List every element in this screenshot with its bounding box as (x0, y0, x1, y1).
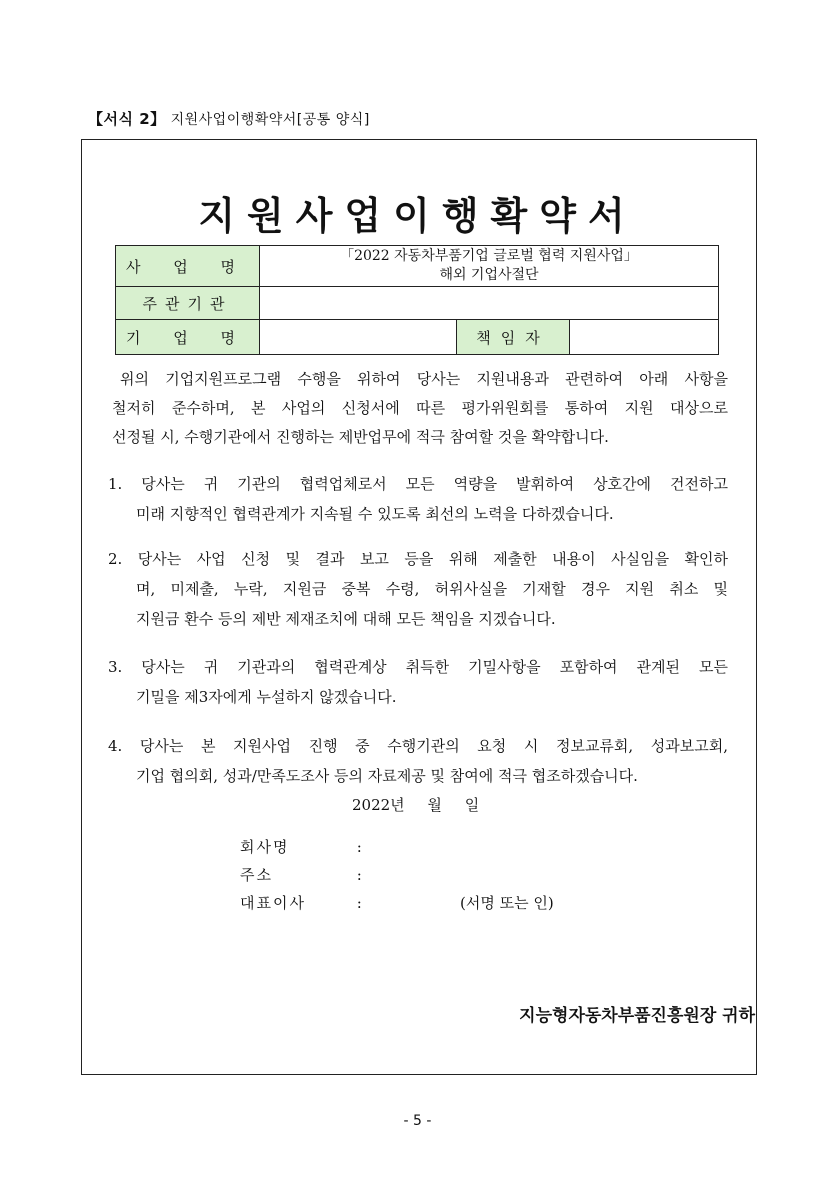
item-line: 4. 당사는 본 지원사업 진행 중 수행기관의 요청 시 정보교류회, 성과보고회, (108, 737, 728, 755)
intro-paragraph (112, 365, 728, 452)
stamp-note: (서명 또는 인) (460, 894, 554, 912)
info-table (115, 245, 719, 355)
form-number: 【서식 2】 (88, 110, 166, 128)
recipient: 지능형자동차부품진흥원장 귀하 (519, 1006, 755, 1026)
company-value[interactable] (260, 320, 457, 355)
signature-address (240, 864, 362, 885)
project-value (260, 246, 719, 287)
item-line: 지원금 환수 등의 제반 제재조치에 대해 모든 책임을 지겠습니다. (136, 610, 556, 628)
colon: : (356, 838, 362, 856)
date-line: 2022년 월 일 (352, 796, 480, 814)
page-title: 지원사업이행확약서 (198, 194, 637, 238)
company-name-label: 회사명 (240, 838, 290, 856)
address-label: 주소 (240, 866, 273, 884)
company-label: 기 업 명 (116, 320, 260, 355)
item-line: 미래 지향적인 협력관계가 지속될 수 있도록 최선의 노력을 다하겠습니다. (136, 505, 614, 523)
intro-line: 위의 기업지원프로그램 수행을 위하여 당사는 지원내용과 관련하여 아래 사항을 (120, 370, 728, 388)
commitment-item-1 (108, 469, 728, 529)
intro-line: 철저히 준수하며, 본 사업의 신청서에 따른 평가위원회를 통하여 지원 대상으로 (112, 399, 728, 417)
intro-line: 선정될 시, 수행기관에서 진행하는 제반업무에 적극 참여할 것을 확약합니다. (112, 428, 609, 446)
commitment-item-3 (108, 652, 728, 712)
item-line: 2. 당사는 사업 신청 및 결과 보고 등을 위해 제출한 내용이 사실임을 확인하 (108, 550, 728, 568)
commitment-item-4 (108, 731, 728, 791)
signature-company (240, 836, 362, 857)
item-line: 며, 미제출, 누락, 지원금 중복 수령, 허위사실을 기재할 경우 지원 취소 및 (136, 580, 728, 598)
project-value-line2: 해외 기업사절단 (439, 267, 539, 283)
signature-ceo (240, 892, 362, 913)
item-line: 3. 당사는 귀 기관과의 협력관계상 취득한 기밀사항을 포함하여 관계된 모든 (108, 658, 728, 676)
form-label (88, 108, 370, 129)
host-label: 주관기관 (116, 287, 260, 320)
page-number: - 5 - (403, 1113, 432, 1129)
manager-value[interactable] (570, 320, 719, 355)
colon: : (356, 866, 362, 884)
form-label-text: 지원사업이행확약서[공통 양식] (170, 112, 370, 128)
manager-label: 책임자 (457, 320, 570, 355)
project-label: 사 업 명 (116, 246, 260, 287)
item-line: 기밀을 제3자에게 누설하지 않겠습니다. (136, 688, 397, 706)
item-line: 1. 당사는 귀 기관의 협력업체로서 모든 역량을 발휘하여 상호간에 건전하고 (108, 475, 728, 493)
host-value[interactable] (260, 287, 719, 320)
project-value-line1: 「2022 자동차부품기업 글로벌 협력 지원사업」 (340, 248, 638, 264)
colon: : (356, 894, 362, 912)
commitment-item-2 (108, 544, 728, 634)
item-line: 기업 협의회, 성과/만족도조사 등의 자료제공 및 참여에 적극 협조하겠습니다. (136, 767, 638, 785)
ceo-label: 대표이사 (240, 894, 306, 912)
